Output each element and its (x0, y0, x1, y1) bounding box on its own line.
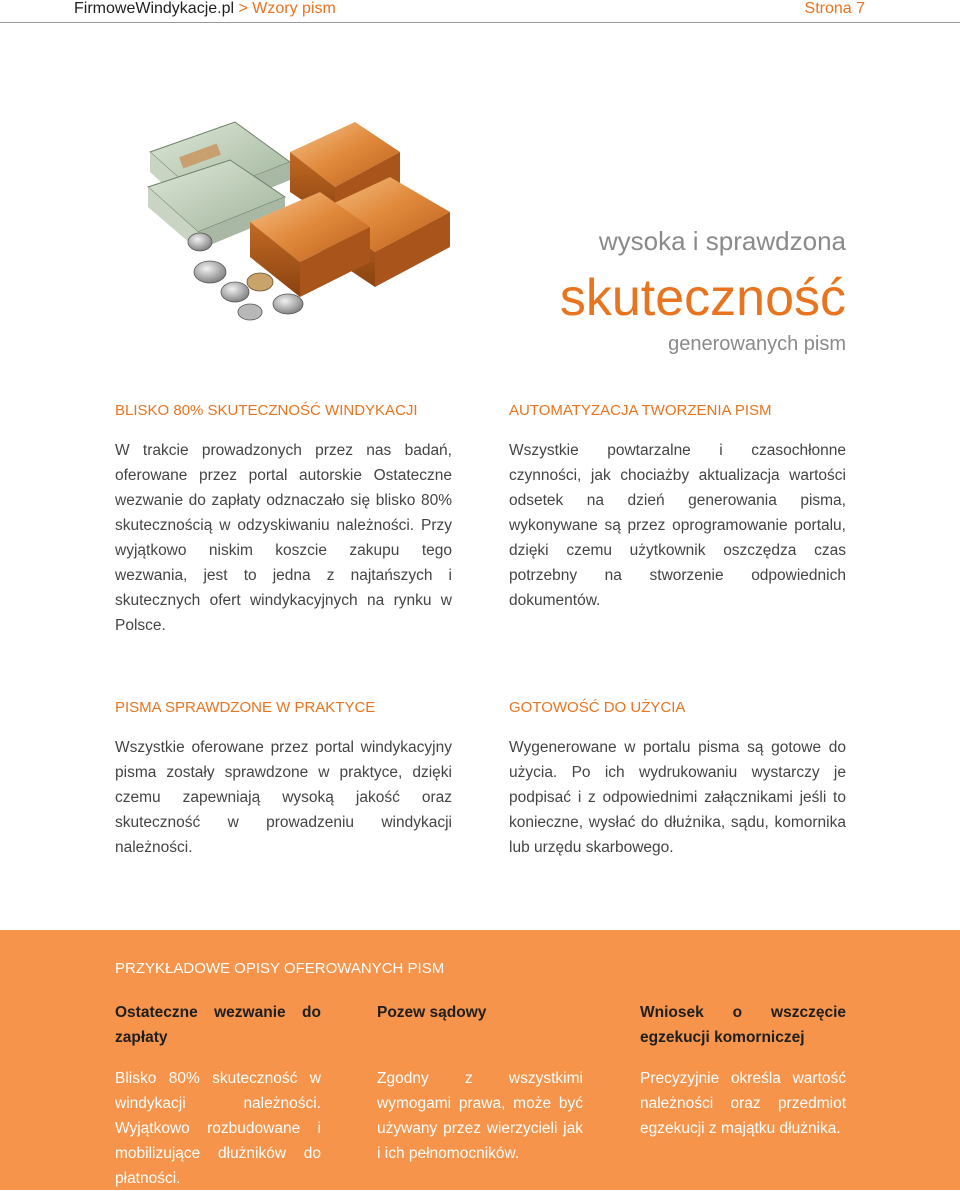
example-title: Wniosek o wszczęcie egzekucji komorniczej (640, 1004, 846, 1046)
page-number: Strona 7 (804, 0, 865, 17)
breadcrumb-separator: > (234, 0, 253, 17)
section-title-effectiveness: BLISKO 80% SKUTECZNOŚĆ WINDYKACJI (115, 402, 418, 419)
example-title: Ostateczne wezwanie do zapłaty (115, 1004, 321, 1046)
example-item (115, 1000, 321, 1187)
breadcrumb-section[interactable]: Wzory pism (252, 0, 336, 17)
breadcrumb (74, 0, 336, 18)
section-body-ready: Wygenerowane w portalu pisma są gotowe do użycia. Po ich wydrukowaniu wystarczy je podpisać i z odpowiednimi załącznikami jeśli to konieczne, wysłać do dłużnika, sądu, komornika lub urzędu skarbowego. (509, 739, 846, 856)
example-text: Blisko 80% skuteczność w windykacji należności. Wyjątkowo rozbudowane i mobilizujące dłużników do płatności. (115, 1070, 321, 1187)
example-title: Pozew sądowy (377, 1004, 487, 1021)
example-text: Zgodny z wszystkimi wymogami prawa, może być używany przez wierzycieli jak i ich pełnomocników. (377, 1070, 583, 1162)
gold-bars-icon (250, 122, 450, 297)
examples-heading: PRZYKŁADOWE OPISY OFEROWANYCH PISM (115, 960, 445, 977)
section-body-effectiveness: W trakcie prowadzonych przez nas badań, oferowane przez portal autorskie Ostateczne wezwanie do zapłaty odznaczało się blisko 80% skutecznością w odzyskiwaniu należności. Przy wyjątkowo niskim koszcie zakupu tego wezwania, jest to jedna z najtańszych i skutecznych ofert windykacyjnych na rynku w Polsce. (115, 442, 452, 634)
example-item (640, 1000, 846, 1137)
section-body-automation: Wszystkie powtarzalne i czasochłonne czynności, jak chociażby aktualizacja wartości odsetek na dzień generowania pisma, wykonywane są przez oprogramowanie portalu, dzięki czemu użytkownik oszczędza czas potrzebny na stworzenie odpowiednich dokumentów. (509, 442, 846, 609)
example-text: Precyzyjnie określa wartość należności oraz przedmiot egzekucji z majątku dłużnika. (640, 1070, 846, 1137)
examples-band (0, 930, 960, 1190)
section-title-practice: PISMA SPRAWDZONE W PRAKTYCE (115, 699, 376, 716)
hero-headline: skuteczność (559, 269, 846, 327)
hero-line-1: wysoka i sprawdzona (598, 226, 846, 256)
money-gold-illustration (140, 92, 470, 332)
page-header (0, 0, 960, 23)
hero-line-3: generowanych pism (668, 333, 846, 355)
section-title-ready: GOTOWOŚĆ DO UŻYCIA (509, 699, 686, 716)
section-body-practice: Wszystkie oferowane przez portal windykacyjny pisma zostały sprawdzone w praktyce, dzięki czemu zapewniają wysoką jakość oraz skuteczność w prowadzeniu windykacji należności. (115, 739, 452, 856)
example-item (377, 1000, 583, 1162)
breadcrumb-site[interactable]: FirmoweWindykacje.pl (74, 0, 235, 17)
section-title-automation: AUTOMATYZACJA TWORZENIA PISM (509, 402, 772, 419)
